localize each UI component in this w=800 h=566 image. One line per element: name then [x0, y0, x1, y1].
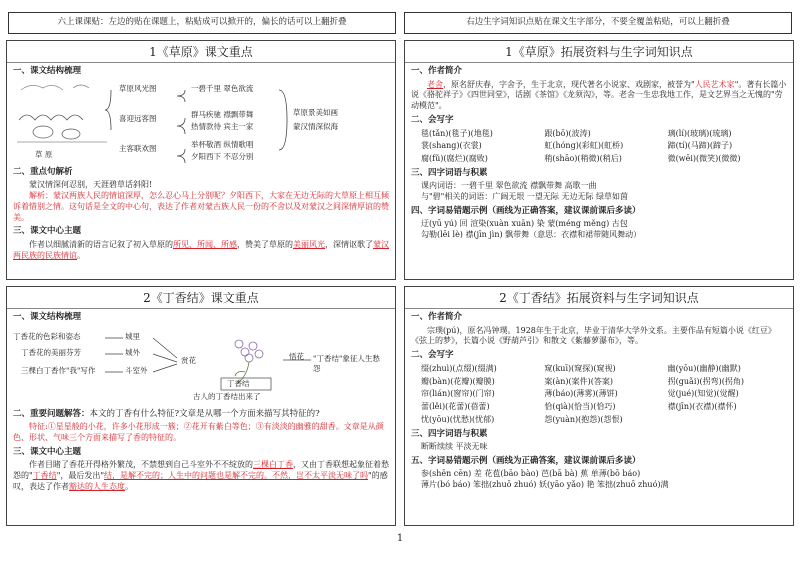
section-heading: 二、会写字 — [411, 350, 454, 361]
structure-node: 草原景美如画 — [293, 107, 338, 117]
word-row: 与"碧"相关的词语：广阔无垠 一望无际 无边无际 绿草如茵 — [421, 192, 628, 202]
section-heading: 一、作者简介 — [411, 312, 463, 323]
section-heading: 二、重要问题解答：本文的丁香有什么特征?文章是从哪一个方面来描写其特征的? — [13, 408, 320, 419]
grassland-label: 草 原 — [35, 149, 53, 159]
section-heading: 四、字词易错题示例（画线为正确答案，建议课前课后多读） — [411, 205, 641, 216]
structure-diagram — [13, 326, 389, 406]
section-heading: 一、作者简介 — [411, 66, 463, 77]
char-item: 襟(jīn)(衣襟)(襟怀) — [667, 402, 737, 412]
char-item: 微(wēi)(微笑)(微微) — [667, 154, 741, 164]
structure-node: 热情款待 宾主一家 — [191, 121, 254, 131]
author-intro: 老舍，原名舒庆春，字舍予，生于北京，现代著名小说家、戏剧家，被誉为"人民艺术家"。著有长篇小说《骆驼祥子》《四世同堂》，话剧《茶馆》《龙须沟》，等。老舍一生忠我地工作，是文艺界当之无愧的"劳动模范"。 — [411, 79, 787, 111]
char-item: 觉(jué)(知觉)(觉醒) — [667, 389, 739, 399]
page-number: 1 — [396, 533, 404, 544]
structure-node: 夕阳西下 不忍分别 — [191, 151, 254, 161]
structure-diagram — [13, 80, 389, 164]
structure-node: 丁香花的色彩和姿态 — [13, 331, 81, 341]
section-heading: 三、课文中心主题 — [13, 226, 82, 237]
structure-node: "丁香结"象征人生愁怨 — [313, 353, 380, 373]
char-item: 忧(yōu)(忧愁)(忧郁) — [421, 414, 495, 424]
structure-node: 主客联欢图 — [119, 143, 157, 153]
key-sentence: 蒙汉情深何忍别，天涯碧草话斜阳! — [29, 180, 153, 190]
section-heading: 三、四字词语与积累 — [411, 428, 488, 439]
top-note-left: 六上课课贴：左边的贴在课题上，粘贴成可以掀开的，偏长的话可以上翻折叠 — [8, 12, 396, 34]
char-item: 璃(lí)(玻璃)(琉璃) — [667, 128, 732, 138]
section-heading: 五、字词易错题示例（画线为正确答案，建议课前课后多读） — [411, 455, 641, 466]
structure-node: 赏花 — [181, 355, 196, 365]
structure-node: 丁香结 — [227, 378, 250, 388]
section-heading: 三、四字词语与积累 — [411, 167, 488, 178]
panel-title: 1《草原》拓展资料与生字词知识点 — [405, 44, 793, 63]
char-item: 蕾(lěi)(花蕾)(蓓蕾) — [421, 402, 490, 412]
structure-node: 古人的丁香结出来了 — [193, 391, 261, 401]
structure-node: 喜迎远客图 — [119, 113, 157, 123]
error-example: 薄片(bó báo) 笨拙(zhuō zhuó) 妖(yāo yǎo) 艳 笨拙(zhuō zhuó)满 — [421, 480, 669, 490]
structure-node: 城外 — [125, 347, 140, 357]
structure-node: 城里 — [125, 331, 140, 341]
char-item: 帘(lián)(窗帘)(门帘) — [421, 389, 495, 399]
central-theme: 作者目睹了香花开得格外繁茂，不禁想到自己斗室外不不绽放的三棵白丁香，又由丁香联想起象征着愁怨的"丁香结"，最后发出"结，是解不完的；人生中的问题也是解不完的。不然，岂不太平淡无味了吗"的感叹，表达了作者豁达的人生态度。 — [13, 460, 389, 491]
structure-node: 一碧千里 翠色欲流 — [191, 83, 254, 93]
char-item: 缀(zhuì)(点缀)(缀满) — [421, 363, 497, 373]
panel-caoyuan-vocabulary — [404, 40, 794, 280]
structure-node: 三棵白丁香作"我"写作 — [21, 365, 96, 375]
char-grid — [411, 364, 787, 426]
error-example: 参(shēn cēn) 差 花苞(bāo bào) 芭(bā bà) 蕉 单薄(bō báo) — [421, 469, 641, 479]
char-item: 稍(shāo)(稍微)(稍后) — [544, 154, 622, 164]
error-example: 迂(yū yú) 回 渲染(xuàn xuān) 染 蒙(méng měng) 古包 — [421, 219, 628, 229]
panel-title: 2《丁香结》拓展资料与生字词知识点 — [405, 290, 793, 309]
char-item: 毯(tǎn)(毯子)(地毯) — [421, 128, 493, 138]
structure-node: 斗室外 — [125, 365, 148, 375]
panel-title: 1《草原》课文重点 — [7, 44, 395, 63]
char-item: 怨(yuàn)(抱怨)(怨恨) — [544, 414, 623, 424]
answer-text: 特征:①星星般的小花，许多小花形成一簇；②花开有紫白等色；③有淡淡的幽雅的甜香。文章是从颜色、形状、气味三个方面来描写了香的特征的。 — [13, 422, 384, 442]
word-row: 断断续续 平淡无味 — [421, 442, 488, 452]
top-note-right: 右边生字词知识点贴在课文生字部分，不要全覆盖粘贴，可以上翻折叠 — [404, 12, 792, 34]
panel-dingxiangjie-key-points — [6, 286, 396, 526]
panel-dingxiangjie-vocabulary — [404, 286, 794, 526]
char-item: 虹(hóng)(彩虹)(虹桥) — [544, 141, 624, 151]
char-item: 跟(bō)(波涛) — [544, 128, 591, 138]
structure-node: 举杯敬酒 纵情歌唱 — [191, 139, 254, 149]
char-item: 拐(guǎi)(拐弯)(拐角) — [667, 376, 744, 386]
structure-node: 草原风光图 — [119, 83, 157, 93]
structure-node: 群马疾驰 襟飘带舞 — [191, 109, 254, 119]
section-heading: 二、会写字 — [411, 115, 454, 126]
char-item: 薄(báo)(薄雾)(薄饼) — [544, 389, 618, 399]
word-row: 课内词语：一碧千里 翠色欲流 襟飘带舞 高歌一曲 — [421, 181, 597, 191]
panel-caoyuan-key-points — [6, 40, 396, 280]
section-heading: 三、课文中心主题 — [13, 446, 82, 457]
error-example: 勾勒(lēi lè) 襟(jīn jìn) 飘带舞（意思：衣襟和裙带随风舞动） — [421, 230, 642, 240]
char-item: 恰(qià)(恰当)(恰巧) — [544, 402, 616, 412]
structure-node: 蒙汉情深似海 — [293, 121, 338, 131]
char-item: 案(àn)(案件)(答案) — [544, 376, 613, 386]
structure-node: 悟花 — [289, 351, 304, 361]
char-item: 窥(kuī)(窥探)(窥视) — [544, 363, 616, 373]
central-theme: 作者以细腻清新的语言记叙了初入草原的所见、所闻、所感，赞美了草原的美丽风光，深情讴歌了蒙汉两民族的民族情谊。 — [13, 239, 389, 260]
section-heading: 二、重点句解析 — [13, 166, 73, 177]
panel-title: 2《丁香结》课文重点 — [7, 290, 395, 309]
char-item: 裳(shang)(衣裳) — [421, 141, 482, 151]
char-item: 幽(yōu)(幽静)(幽默) — [667, 363, 741, 373]
key-sentence-analysis: 解析：蒙汉两族人民的情谊深厚，怎么忍心马上分别呢？夕阳西下，大家在无边无际的大草原上相互倾诉着惜别之情。这句话是全文的中心句，表达了作者对蒙古族人民一份的不舍以及对蒙汉之间深情厚谊的赞美。 — [13, 190, 389, 222]
char-item: 蹄(tí)(马蹄)(蹄子) — [667, 141, 733, 151]
section-heading: 一、课文结构梳理 — [13, 312, 82, 323]
char-item: 腐(fǔ)(腐烂)(腐败) — [421, 154, 488, 164]
char-item: 瓣(bàn)(花瓣)(瓣膜) — [421, 376, 495, 386]
structure-node: 丁香花的美丽芬芳 — [21, 347, 81, 357]
section-heading: 一、课文结构梳理 — [13, 66, 82, 77]
author-intro: 宗璞(pú)，原名冯钟璞。1928年生于北京，毕业于清华大学外文系。主要作品有短篇小说《红豆》《弦上的梦》，长篇小说《野葫芦引》和散文《紫藤萝瀑布》，等。 — [411, 325, 776, 346]
char-grid — [411, 129, 787, 165]
